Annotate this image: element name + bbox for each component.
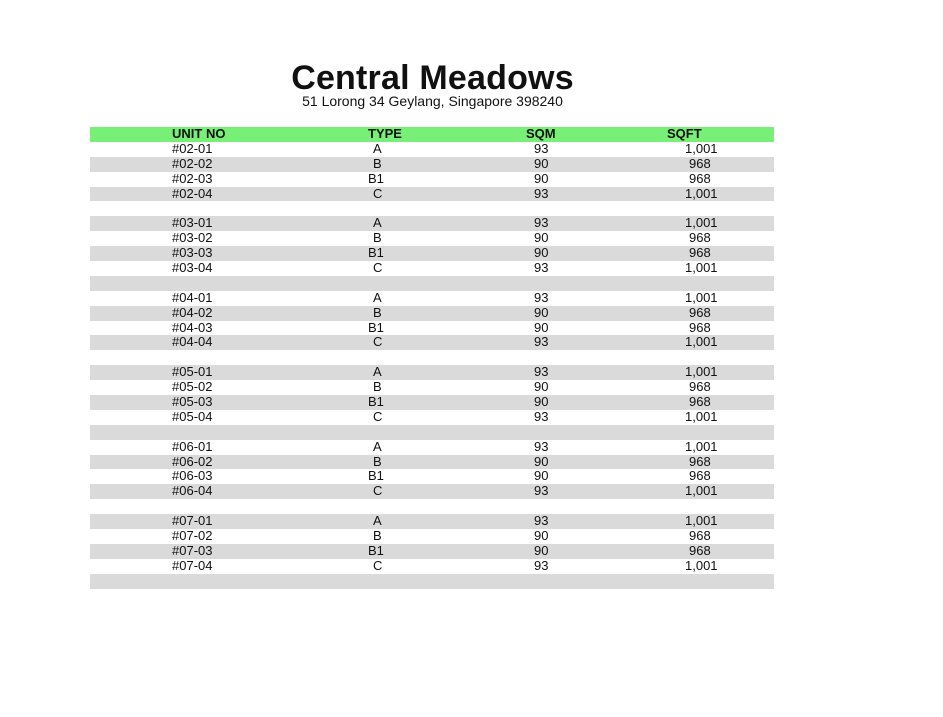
cell-unit-no: #06-03	[172, 468, 213, 484]
cell-sqm: 90	[534, 245, 549, 261]
table-body	[90, 142, 774, 589]
cell-sqft: 1,001	[685, 557, 718, 573]
table-row	[90, 514, 774, 529]
cell-unit-no: #03-01	[172, 215, 213, 231]
cell-unit-no: #02-02	[172, 155, 213, 171]
cell-type: A	[373, 140, 382, 156]
table-row	[90, 142, 774, 157]
cell-type: B1	[368, 245, 384, 261]
table-row	[90, 365, 774, 380]
cell-unit-no: #05-03	[172, 394, 213, 410]
cell-sqm: 90	[534, 528, 549, 544]
cell-unit-no: #06-01	[172, 438, 213, 454]
cell-sqft: 1,001	[685, 483, 718, 499]
table-row	[90, 157, 774, 172]
table-row	[90, 484, 774, 499]
cell-unit-no: #07-04	[172, 557, 213, 573]
cell-sqft: 968	[689, 528, 711, 544]
cell-unit-no: #05-02	[172, 379, 213, 395]
cell-sqm: 93	[534, 364, 549, 380]
cell-sqm: 93	[534, 408, 549, 424]
cell-unit-no: #03-03	[172, 245, 213, 261]
table-row	[90, 455, 774, 470]
table-row	[90, 469, 774, 484]
cell-sqm: 93	[534, 483, 549, 499]
cell-sqft: 1,001	[685, 334, 718, 350]
cell-sqm: 90	[534, 542, 549, 558]
cell-unit-no: #04-03	[172, 319, 213, 335]
table-row	[90, 216, 774, 231]
table-row	[90, 559, 774, 574]
cell-type: C	[373, 408, 383, 424]
cell-sqm: 93	[534, 289, 549, 305]
cell-sqft: 1,001	[685, 513, 718, 529]
cell-unit-no: #07-02	[172, 528, 213, 544]
cell-sqft: 1,001	[685, 260, 718, 276]
table-row	[90, 380, 774, 395]
cell-type: B1	[368, 542, 384, 558]
cell-sqft: 968	[689, 230, 711, 246]
cell-sqft: 1,001	[685, 438, 718, 454]
cell-type: A	[373, 289, 382, 305]
cell-type: B1	[368, 468, 384, 484]
cell-type: C	[373, 483, 383, 499]
table-row	[90, 395, 774, 410]
column-header-sqft: SQFT	[667, 126, 702, 141]
cell-unit-no: #02-03	[172, 170, 213, 186]
cell-type: B	[373, 155, 382, 171]
page-title: Central Meadows	[291, 59, 574, 97]
table-row	[90, 335, 774, 350]
table-row	[90, 246, 774, 261]
table-row	[90, 306, 774, 321]
table-row	[90, 440, 774, 455]
cell-sqft: 968	[689, 468, 711, 484]
cell-sqm: 93	[534, 557, 549, 573]
table-row-spacer	[90, 201, 774, 216]
cell-type: B1	[368, 319, 384, 335]
cell-sqm: 93	[534, 260, 549, 276]
cell-sqft: 968	[689, 379, 711, 395]
table-header-row	[90, 127, 774, 142]
table-row-spacer	[90, 499, 774, 514]
table-row	[90, 231, 774, 246]
cell-sqft: 1,001	[685, 140, 718, 156]
cell-unit-no: #05-01	[172, 364, 213, 380]
cell-type: A	[373, 364, 382, 380]
table-row-spacer	[90, 425, 774, 440]
column-header-sqm: SQM	[526, 126, 556, 141]
cell-unit-no: #04-01	[172, 289, 213, 305]
table-row	[90, 529, 774, 544]
cell-type: B	[373, 453, 382, 469]
cell-sqft: 968	[689, 453, 711, 469]
cell-sqm: 90	[534, 468, 549, 484]
cell-sqft: 1,001	[685, 215, 718, 231]
units-table	[90, 127, 774, 589]
cell-sqft: 968	[689, 542, 711, 558]
cell-type: C	[373, 334, 383, 350]
cell-type: C	[373, 185, 383, 201]
cell-type: B1	[368, 394, 384, 410]
cell-type: B	[373, 379, 382, 395]
cell-sqm: 90	[534, 453, 549, 469]
cell-sqft: 968	[689, 319, 711, 335]
column-header-type: TYPE	[368, 126, 402, 141]
table-row	[90, 321, 774, 336]
cell-sqm: 93	[534, 140, 549, 156]
cell-sqft: 968	[689, 155, 711, 171]
cell-sqm: 90	[534, 170, 549, 186]
cell-unit-no: #02-04	[172, 185, 213, 201]
cell-unit-no: #04-02	[172, 304, 213, 320]
cell-type: A	[373, 513, 382, 529]
cell-unit-no: #03-04	[172, 260, 213, 276]
cell-sqm: 90	[534, 230, 549, 246]
table-row	[90, 291, 774, 306]
cell-unit-no: #02-01	[172, 140, 213, 156]
cell-sqft: 1,001	[685, 185, 718, 201]
table-row	[90, 544, 774, 559]
cell-sqm: 90	[534, 379, 549, 395]
table-row	[90, 410, 774, 425]
cell-sqm: 90	[534, 155, 549, 171]
cell-type: A	[373, 215, 382, 231]
cell-type: A	[373, 438, 382, 454]
cell-type: B	[373, 304, 382, 320]
cell-sqft: 1,001	[685, 408, 718, 424]
table-row-spacer	[90, 276, 774, 291]
cell-type: B	[373, 230, 382, 246]
cell-sqm: 93	[534, 215, 549, 231]
cell-unit-no: #05-04	[172, 408, 213, 424]
cell-type: B	[373, 528, 382, 544]
cell-sqft: 1,001	[685, 364, 718, 380]
cell-unit-no: #07-03	[172, 542, 213, 558]
table-row-spacer	[90, 574, 774, 589]
cell-sqft: 968	[689, 304, 711, 320]
table-row	[90, 187, 774, 202]
cell-sqm: 93	[534, 334, 549, 350]
cell-sqft: 968	[689, 170, 711, 186]
table-row	[90, 172, 774, 187]
cell-unit-no: #06-02	[172, 453, 213, 469]
cell-unit-no: #06-04	[172, 483, 213, 499]
column-header-unit-no: UNIT NO	[172, 126, 226, 141]
cell-sqm: 90	[534, 394, 549, 410]
cell-sqft: 1,001	[685, 289, 718, 305]
cell-sqm: 90	[534, 304, 549, 320]
table-row	[90, 261, 774, 276]
table-row-spacer	[90, 350, 774, 365]
cell-type: C	[373, 557, 383, 573]
cell-type: B1	[368, 170, 384, 186]
address-subtitle: 51 Lorong 34 Geylang, Singapore 398240	[302, 93, 563, 109]
cell-unit-no: #07-01	[172, 513, 213, 529]
cell-sqft: 968	[689, 394, 711, 410]
cell-sqm: 93	[534, 438, 549, 454]
cell-unit-no: #03-02	[172, 230, 213, 246]
cell-sqm: 93	[534, 185, 549, 201]
cell-sqft: 968	[689, 245, 711, 261]
cell-unit-no: #04-04	[172, 334, 213, 350]
cell-sqm: 90	[534, 319, 549, 335]
cell-type: C	[373, 260, 383, 276]
cell-sqm: 93	[534, 513, 549, 529]
